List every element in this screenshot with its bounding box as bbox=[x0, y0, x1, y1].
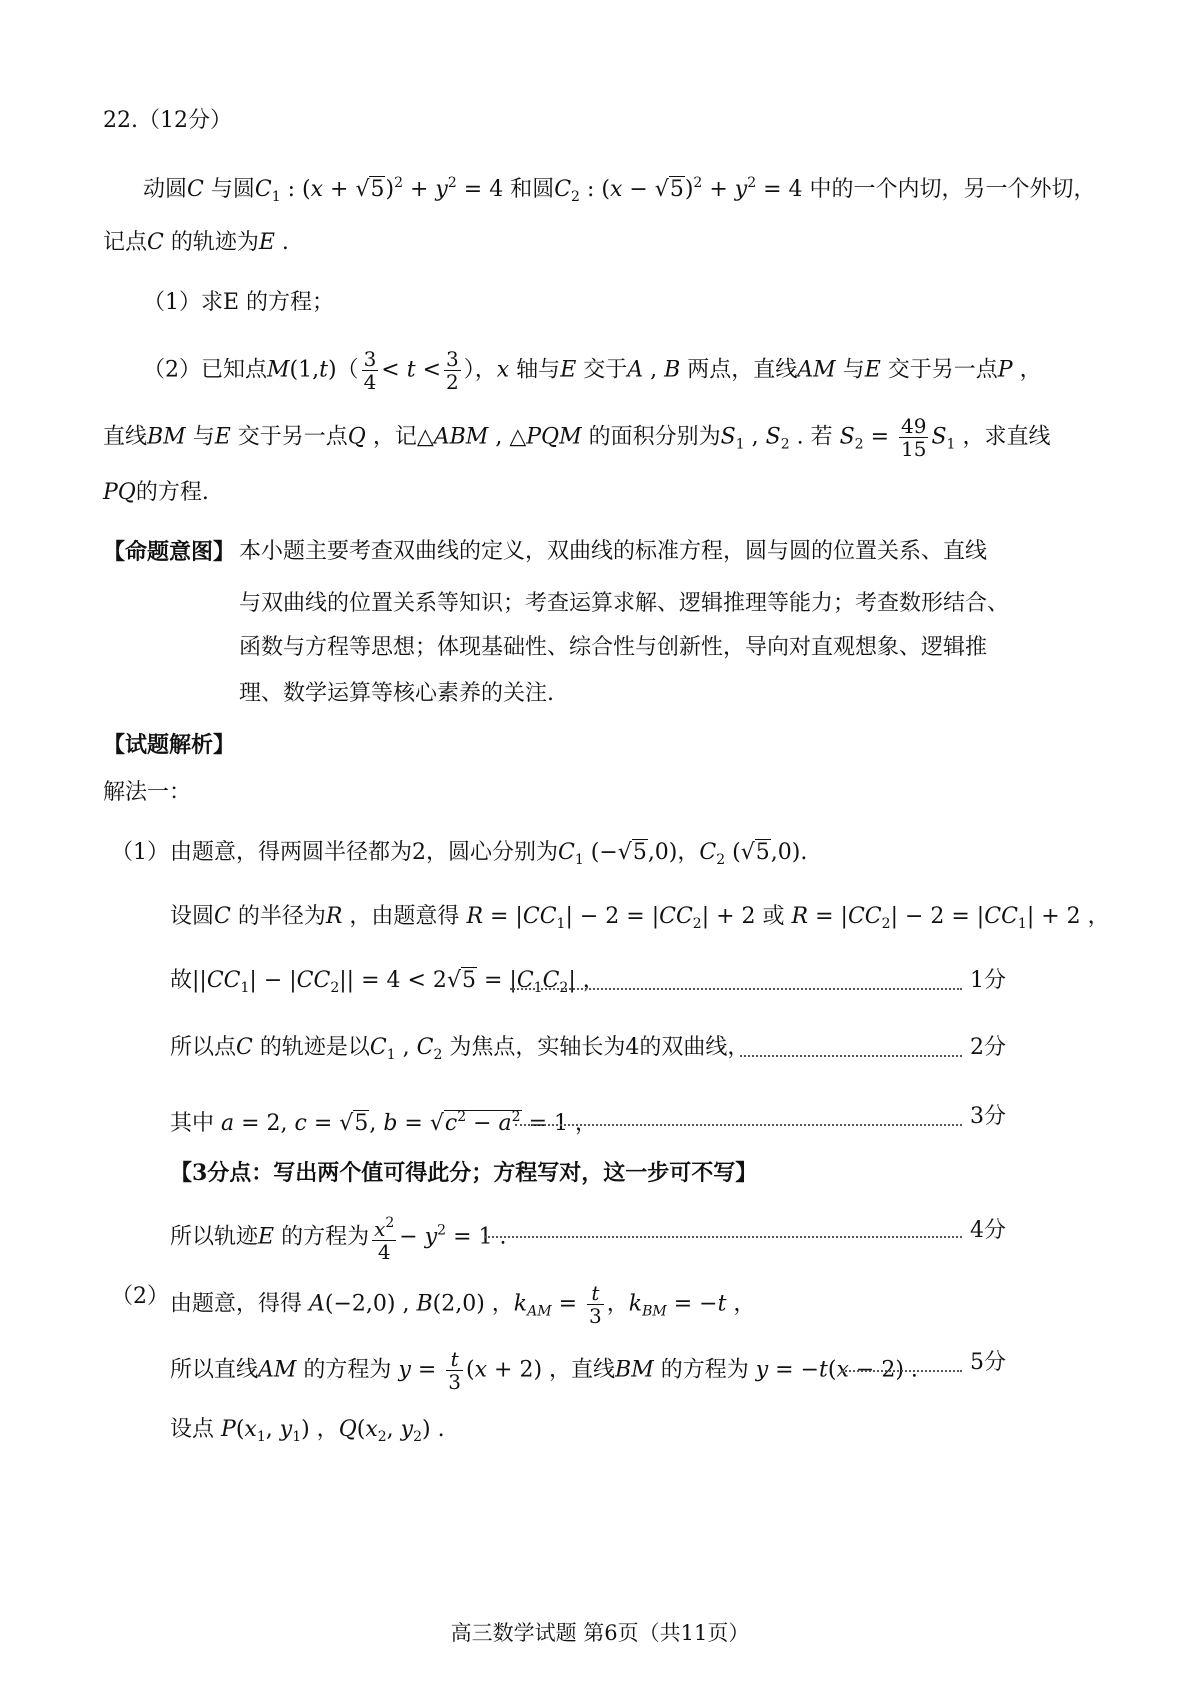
question-part-2-line-1: （2）已知点M(1,t)（ $\frac{3}{4}$ < t < $\frac{3}{2}$ ），x 轴与E 交于A , B 两点，直线AM 与E 交于另一点P ， bbox=[143, 347, 1042, 394]
step-1-line-3: 故$||CC_1| - |CC_2|| = 4 < 2√5 = |C_1C_2|$ ， bbox=[170, 968, 605, 996]
intent-line-4: 理、数学运算等核心素养的关注. bbox=[239, 681, 554, 706]
step-1-line-6: 所以轨迹E 的方程为 $\frac{x^2}{4}$ − $y^2 = 1$ . bbox=[170, 1212, 506, 1263]
problem-points: （12分） bbox=[138, 108, 232, 133]
question-part-2-line-3: PQ的方程. bbox=[103, 480, 209, 505]
step-2-line-2: 所以直线AM 的方程为 y = $\frac{t}{3}$ (x + 2) ，直线BM 的方程为 y = −t(x − 2) . bbox=[170, 1347, 918, 1394]
score-2: 2分 bbox=[970, 1035, 1006, 1060]
intent-label: 【命题意图】 bbox=[103, 539, 236, 565]
method-label: 解法一： bbox=[103, 780, 192, 805]
step-2-line-1: 由题意，得得 A(−2,0) , B(2,0) ，$k_{AM}$ = $\frac{t}{3}$ ，$k_{BM} = -t$ ， bbox=[170, 1281, 756, 1328]
leader-dots bbox=[510, 988, 962, 990]
stem-line-1: 动圆C 与圆$C_1$ : $(x + √5)^2 + y^2 = 4$ 和圆$C_2$ : $(x - √5)^2 + y^2 = 4$ 中的一个内切，另一个外切， bbox=[143, 175, 1096, 205]
score-4: 4分 bbox=[970, 1218, 1006, 1243]
part1-label: （1） bbox=[143, 290, 201, 315]
intent-line-3: 函数与方程等思想；体现基础性、综合性与创新性，导向对直观想象、逻辑推 bbox=[239, 635, 988, 660]
intent-line-2: 与双曲线的位置关系等知识；考查运算求解、逻辑推理等能力；考查数形结合、 bbox=[239, 591, 1010, 616]
score-1: 1分 bbox=[970, 968, 1006, 993]
problem-header bbox=[103, 106, 232, 136]
leader-dots bbox=[842, 1370, 962, 1372]
leader-dots bbox=[515, 1124, 962, 1126]
problem-number: 22. bbox=[103, 108, 138, 133]
intent-line-1: 本小题主要考查双曲线的定义，双曲线的标准方程，圆与圆的位置关系、直线 bbox=[239, 539, 988, 564]
leader-dots bbox=[485, 1236, 962, 1238]
analysis-label: 【试题解析】 bbox=[103, 732, 236, 758]
step-2-label: （2） bbox=[111, 1284, 169, 1309]
step-1-line-4: 所以点C 的轨迹是以$C_1$ , $C_2$ 为焦点，实轴长为4的双曲线， bbox=[170, 1035, 750, 1063]
step-2-line-3: 设点 $P(x_1$, $y_1$) ，$Q(x_2$, $y_2$) . bbox=[170, 1417, 445, 1445]
step-1-label: （1） bbox=[111, 840, 169, 865]
question-part-1 bbox=[143, 288, 334, 318]
score-3: 3分 bbox=[970, 1104, 1006, 1129]
page-footer: 高三数学试题 第6页（共11页） bbox=[450, 1621, 750, 1645]
score-5: 5分 bbox=[970, 1350, 1006, 1375]
stem-line-2: 记点C 的轨迹为E . bbox=[103, 230, 289, 255]
step-1-line-2: 设圆C 的半径为R ，由题意得 $R = |CC_1| - 2 = |CC_2| + 2$ 或 $R = |CC_2| - 2 = |CC_1| + 2$ ， bbox=[170, 904, 1110, 932]
part2-label: （2） bbox=[143, 357, 201, 383]
step-1-line-5: 其中 a = 2, c = √5, $b = √c^2 - a^2 = 1$ ， bbox=[170, 1109, 597, 1136]
step-1-line-1: 由题意，得两圆半径都为2，圆心分别为$C_1$ (−√5,0)，$C_2$ (√5,0). bbox=[170, 840, 808, 868]
question-part-2-line-2: 直线BM 与E 交于另一点Q ，记△ABM , △PQM 的面积分别为$S_1$ , $S_2$ . 若 $S_2$ = $\frac{49}{15}$ $S_1$ ，求直线 bbox=[103, 414, 1051, 461]
part1-text: 求E 的方程； bbox=[201, 290, 335, 315]
scoring-note: 【3分点：写出两个值可得此分；方程写对，这一步可不写】 bbox=[170, 1160, 758, 1186]
leader-dots bbox=[740, 1055, 962, 1057]
